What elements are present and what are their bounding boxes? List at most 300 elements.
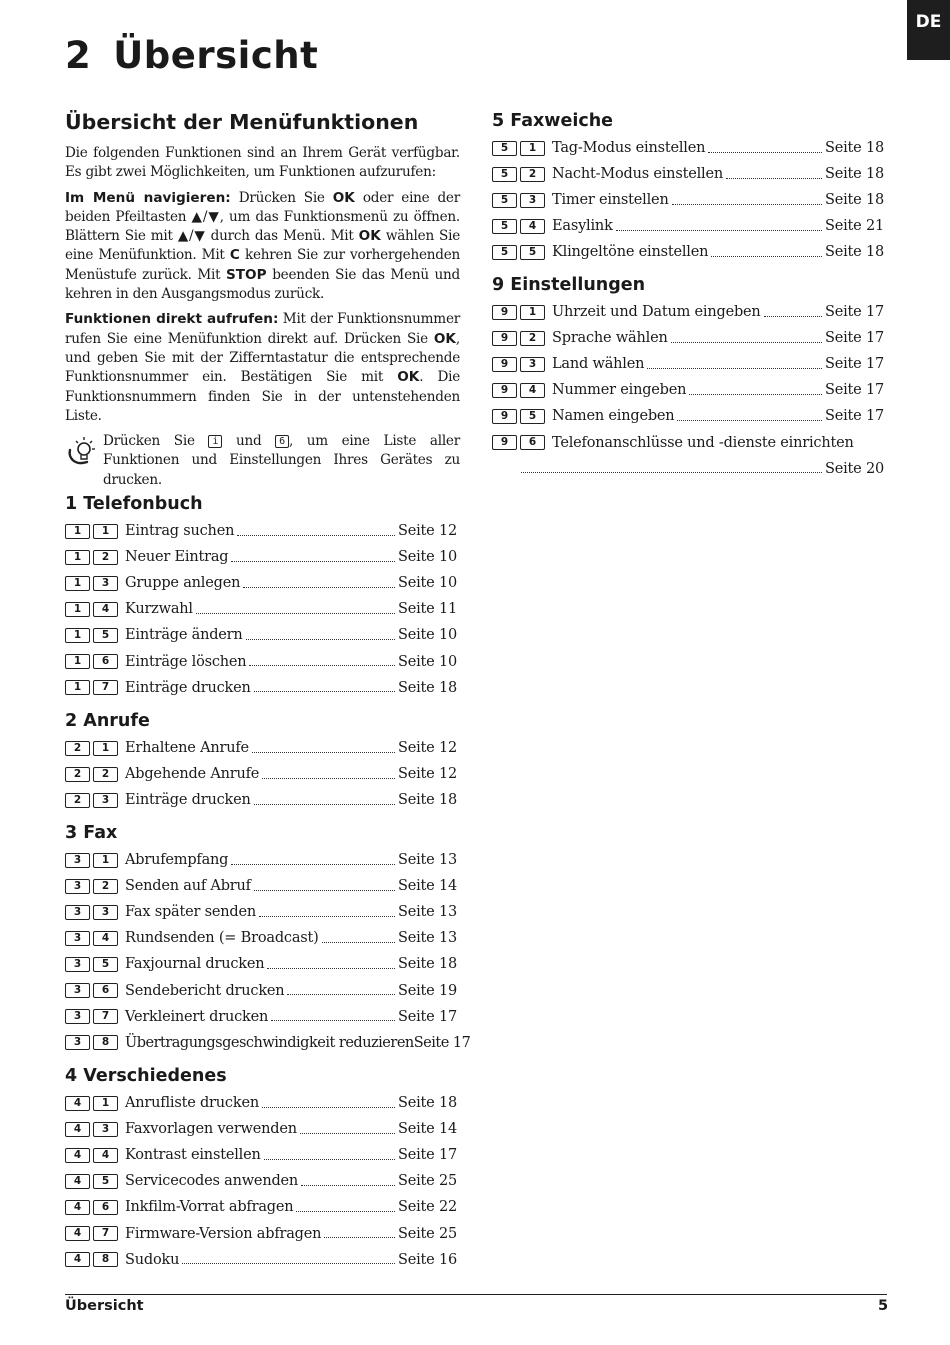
menu-entry-label: Easylink bbox=[552, 218, 613, 235]
direct-call-paragraph bbox=[65, 310, 460, 426]
text: oder eine der beiden Pfeiltasten ▲/▼, um das Funktionsmenü zu öffnen. Blättern Sie mit ▲/▼ durch das Menü. Mit bbox=[65, 189, 460, 245]
dot-leader bbox=[521, 472, 822, 473]
keypad-key: 4 bbox=[93, 931, 118, 946]
menu-entry bbox=[65, 622, 457, 648]
menu-entry bbox=[65, 675, 457, 701]
menu-entry-label: Uhrzeit und Datum eingeben bbox=[552, 304, 761, 321]
function-number-keys bbox=[65, 767, 125, 782]
menu-entry-page: Seite 17 bbox=[397, 1147, 457, 1164]
keypad-key: 1 bbox=[93, 853, 118, 868]
menu-entry-label: Servicecodes anwenden bbox=[125, 1173, 299, 1190]
menu-entry-label: Abrufempfang bbox=[125, 852, 229, 869]
keypad-key: 6 bbox=[93, 1200, 118, 1215]
dot-leader bbox=[252, 752, 395, 753]
function-number-keys bbox=[65, 602, 125, 617]
menu-entry-label: Sendebericht drucken bbox=[125, 982, 285, 999]
info-key: i bbox=[208, 435, 222, 448]
keypad-key: 2 bbox=[520, 167, 545, 182]
section-telefonbuch bbox=[65, 494, 457, 701]
function-number-keys bbox=[492, 193, 552, 208]
function-number-keys bbox=[65, 1096, 125, 1111]
keypad-key: 7 bbox=[93, 1226, 118, 1241]
function-number-keys bbox=[65, 879, 125, 894]
keypad-key: 1 bbox=[520, 141, 545, 156]
keypad-key: 3 bbox=[93, 576, 118, 591]
keypad-key: 6 bbox=[93, 654, 118, 669]
menu-entry-page: Seite 18 bbox=[824, 140, 884, 157]
keypad-key: 5 bbox=[492, 219, 517, 234]
menu-entry bbox=[65, 1247, 457, 1273]
ok-key-label: OK bbox=[433, 330, 456, 347]
keypad-key: 9 bbox=[492, 331, 517, 346]
menu-entry-page: Seite 10 bbox=[397, 627, 457, 644]
menu-entry-page: Seite 18 bbox=[397, 956, 457, 973]
menu-entry bbox=[492, 213, 884, 239]
menu-entry-page: Seite 25 bbox=[397, 1225, 457, 1242]
menu-entry bbox=[65, 1030, 471, 1056]
menu-section-title: 9 Einstellungen bbox=[492, 275, 646, 295]
keypad-key: 1 bbox=[93, 524, 118, 539]
dot-leader bbox=[287, 994, 395, 995]
ok-key-label: OK bbox=[358, 228, 381, 245]
dot-leader bbox=[231, 561, 395, 562]
dot-leader bbox=[246, 639, 395, 640]
menu-entry bbox=[65, 518, 457, 544]
menu-entry bbox=[65, 787, 457, 813]
dot-leader bbox=[267, 968, 395, 969]
menu-entry-label: Namen eingeben bbox=[552, 408, 675, 425]
keypad-key: 6 bbox=[520, 435, 545, 450]
menu-entry-page: Seite 18 bbox=[397, 679, 457, 696]
menu-entry bbox=[65, 648, 457, 674]
keypad-key: 5 bbox=[492, 167, 517, 182]
function-number-keys bbox=[65, 741, 125, 756]
menu-entry-label: Inkfilm-Vorrat abfragen bbox=[125, 1199, 294, 1216]
keypad-key: 8 bbox=[93, 1035, 118, 1050]
function-number-keys bbox=[65, 550, 125, 565]
menu-entry-page: Seite 10 bbox=[397, 549, 457, 566]
stop-key-label: STOP bbox=[225, 266, 267, 283]
menu-entry bbox=[65, 761, 457, 787]
text: . Die Funktionsnummern finden Sie in der untenstehenden Liste. bbox=[65, 369, 460, 424]
function-number-keys bbox=[65, 905, 125, 920]
dot-leader bbox=[259, 916, 395, 917]
keypad-key: 5 bbox=[520, 245, 545, 260]
menu-entry bbox=[65, 977, 457, 1003]
menu-entry-page: Seite 25 bbox=[397, 1173, 457, 1190]
dot-leader bbox=[647, 368, 822, 369]
menu-entry-label: Nacht-Modus einstellen bbox=[552, 166, 723, 183]
keypad-key: 4 bbox=[65, 1200, 90, 1215]
menu-entry-page: Seite 17 bbox=[413, 1034, 471, 1051]
menu-entry-label: Anrufliste drucken bbox=[125, 1095, 259, 1112]
section-anrufe bbox=[65, 711, 457, 813]
menu-entry-page: Seite 17 bbox=[824, 382, 884, 399]
keypad-key: 2 bbox=[65, 767, 90, 782]
menu-entry-label: Land wählen bbox=[552, 356, 645, 373]
keypad-key: 3 bbox=[65, 879, 90, 894]
menu-entry bbox=[65, 847, 457, 873]
keypad-key: 1 bbox=[65, 576, 90, 591]
menu-entry-page: Seite 11 bbox=[397, 601, 457, 618]
menu-entry-label: Sudoku bbox=[125, 1251, 180, 1268]
menu-entry-label: Verkleinert drucken bbox=[125, 1008, 269, 1025]
menu-entry bbox=[65, 1220, 457, 1246]
chapter-number: 2 bbox=[65, 34, 92, 77]
section-einstellungen bbox=[492, 275, 884, 482]
function-number-keys bbox=[492, 357, 552, 372]
menu-entry-page: Seite 17 bbox=[824, 304, 884, 321]
menu-entry-label: Klingeltöne einstellen bbox=[552, 244, 709, 261]
menu-entry-page: Seite 12 bbox=[397, 523, 457, 540]
menu-entry bbox=[65, 1116, 457, 1142]
text: Mit der Funktionsnummer rufen Sie eine Menüfunktion direkt auf. Drücken Sie bbox=[65, 311, 460, 347]
keypad-key: 2 bbox=[93, 550, 118, 565]
menu-entry-page: Seite 19 bbox=[397, 982, 457, 999]
dot-leader bbox=[616, 230, 822, 231]
function-number-keys bbox=[65, 793, 125, 808]
keypad-key: 3 bbox=[93, 793, 118, 808]
keypad-key: 9 bbox=[492, 357, 517, 372]
menu-entry bbox=[492, 187, 884, 213]
keypad-key: 4 bbox=[93, 1148, 118, 1163]
keypad-key: 4 bbox=[65, 1148, 90, 1163]
menu-entry bbox=[492, 429, 884, 455]
keypad-key: 1 bbox=[520, 305, 545, 320]
menu-entry-page: Seite 18 bbox=[397, 792, 457, 809]
keypad-key: 4 bbox=[520, 219, 545, 234]
menu-entry bbox=[492, 325, 884, 351]
keypad-key: 3 bbox=[65, 957, 90, 972]
menu-section-title: 3 Fax bbox=[65, 823, 118, 843]
menu-entry-label: Rundsenden (= Broadcast) bbox=[125, 930, 319, 947]
menu-entry-page: Seite 10 bbox=[397, 653, 457, 670]
menu-entry-label: Einträge löschen bbox=[125, 653, 247, 670]
keypad-key: 2 bbox=[520, 331, 545, 346]
function-number-keys bbox=[492, 219, 552, 234]
menu-entry bbox=[492, 135, 884, 161]
footer-rule bbox=[65, 1294, 887, 1295]
menu-entry-continuation bbox=[492, 456, 884, 482]
keypad-key: 3 bbox=[520, 357, 545, 372]
function-number-keys bbox=[65, 680, 125, 695]
text: Drücken Sie bbox=[230, 189, 333, 206]
menu-entry-label: Eintrag suchen bbox=[125, 523, 235, 540]
function-number-keys bbox=[65, 1122, 125, 1137]
menu-entry-label: Senden auf Abruf bbox=[125, 878, 251, 895]
function-number-keys bbox=[492, 141, 552, 156]
dot-leader bbox=[324, 1237, 395, 1238]
function-number-keys bbox=[65, 931, 125, 946]
dot-leader bbox=[264, 1159, 395, 1160]
function-number-keys bbox=[65, 1200, 125, 1215]
ok-key-label: OK bbox=[332, 189, 355, 206]
navigate-paragraph bbox=[65, 189, 460, 305]
keypad-key: 3 bbox=[65, 983, 90, 998]
keypad-key: 1 bbox=[93, 741, 118, 756]
keypad-key: 1 bbox=[65, 524, 90, 539]
six-key: 6 bbox=[275, 435, 289, 448]
keypad-key: 3 bbox=[65, 905, 90, 920]
keypad-key: 9 bbox=[492, 409, 517, 424]
menu-entry-page: Seite 10 bbox=[397, 575, 457, 592]
keypad-key: 1 bbox=[65, 680, 90, 695]
keypad-key: 2 bbox=[65, 741, 90, 756]
text: wählen Sie eine Menüfunktion. Mit bbox=[65, 228, 460, 264]
menu-section-title: 1 Telefonbuch bbox=[65, 494, 203, 514]
menu-entry-page: Seite 13 bbox=[397, 852, 457, 869]
function-number-keys bbox=[492, 409, 552, 424]
dot-leader bbox=[254, 691, 395, 692]
keypad-key: 5 bbox=[492, 245, 517, 260]
keypad-key: 4 bbox=[65, 1252, 90, 1267]
keypad-key: 4 bbox=[520, 383, 545, 398]
function-number-keys bbox=[65, 524, 125, 539]
keypad-key: 1 bbox=[65, 628, 90, 643]
menu-entry-page: Seite 16 bbox=[397, 1251, 457, 1268]
keypad-key: 9 bbox=[492, 305, 517, 320]
navigate-lead: Im Menü navigieren: bbox=[65, 189, 231, 206]
dot-leader bbox=[231, 864, 395, 865]
dot-leader bbox=[243, 587, 395, 588]
dot-leader bbox=[672, 204, 822, 205]
menu-entry-label: Einträge drucken bbox=[125, 792, 251, 809]
dot-leader bbox=[322, 942, 395, 943]
menu-entry-label: Neuer Eintrag bbox=[125, 549, 229, 566]
menu-entry-page: Seite 18 bbox=[397, 1095, 457, 1112]
menu-entry-page: Seite 22 bbox=[397, 1199, 457, 1216]
function-number-keys bbox=[65, 1226, 125, 1241]
keypad-key: 3 bbox=[65, 853, 90, 868]
text: kehren Sie zur vorhergehenden Menüstufe zurück. Mit bbox=[65, 247, 460, 283]
dot-leader bbox=[262, 1107, 395, 1108]
menu-entry bbox=[492, 403, 884, 429]
keypad-key: 7 bbox=[93, 1009, 118, 1024]
section-heading: Übersicht der Menüfunktionen bbox=[65, 110, 419, 134]
chapter-title bbox=[65, 34, 318, 77]
menu-entry-page: Seite 17 bbox=[824, 356, 884, 373]
keypad-key: 6 bbox=[93, 983, 118, 998]
keypad-key: 5 bbox=[93, 628, 118, 643]
dot-leader bbox=[764, 316, 822, 317]
menu-entry-label: Telefonanschlüsse und -dienste einrichten bbox=[552, 434, 854, 451]
function-number-keys bbox=[65, 983, 125, 998]
keypad-key: 1 bbox=[65, 550, 90, 565]
menu-entry-label: Gruppe anlegen bbox=[125, 575, 241, 592]
keypad-key: 2 bbox=[93, 879, 118, 894]
dot-leader bbox=[262, 778, 395, 779]
menu-section-title: 4 Verschiedenes bbox=[65, 1066, 227, 1086]
menu-entry bbox=[65, 1142, 457, 1168]
menu-entry bbox=[65, 873, 457, 899]
function-number-keys bbox=[65, 1148, 125, 1163]
menu-entry-label: Firmware-Version abfragen bbox=[125, 1225, 322, 1242]
function-number-keys bbox=[65, 1035, 125, 1050]
keypad-key: 4 bbox=[65, 1226, 90, 1241]
menu-entry-page: Seite 13 bbox=[397, 930, 457, 947]
keypad-key: 1 bbox=[65, 602, 90, 617]
menu-entry bbox=[65, 925, 457, 951]
menu-entry bbox=[65, 544, 457, 570]
keypad-key: 4 bbox=[93, 602, 118, 617]
keypad-key: 5 bbox=[93, 957, 118, 972]
keypad-key: 5 bbox=[492, 193, 517, 208]
menu-entry bbox=[65, 899, 457, 925]
menu-entry bbox=[492, 377, 884, 403]
menu-entry-page: Seite 18 bbox=[824, 192, 884, 209]
keypad-key: 8 bbox=[93, 1252, 118, 1267]
function-number-keys bbox=[492, 305, 552, 320]
intro-block bbox=[65, 110, 460, 490]
menu-entry-page: Seite 18 bbox=[824, 244, 884, 261]
menu-entry-page: Seite 14 bbox=[397, 878, 457, 895]
menu-entry-label: Abgehende Anrufe bbox=[125, 766, 260, 783]
menu-entry-label: Nummer eingeben bbox=[552, 382, 687, 399]
menu-entry-label: Faxvorlagen verwenden bbox=[125, 1121, 297, 1138]
menu-entry-page: Seite 13 bbox=[397, 904, 457, 921]
menu-section-title: 2 Anrufe bbox=[65, 711, 150, 731]
menu-entry-label: Kontrast einstellen bbox=[125, 1147, 261, 1164]
keypad-key: 4 bbox=[65, 1174, 90, 1189]
keypad-key: 9 bbox=[492, 435, 517, 450]
text: Drücken Sie bbox=[103, 433, 209, 450]
menu-entry-label: Übertragungsgeschwindigkeit reduzieren bbox=[125, 1034, 414, 1051]
keypad-key: 3 bbox=[65, 1035, 90, 1050]
keypad-key: 9 bbox=[492, 383, 517, 398]
tip-text bbox=[103, 432, 460, 490]
page-number: 5 bbox=[878, 1298, 889, 1314]
dot-leader bbox=[671, 342, 822, 343]
text: , um eine Liste aller Funktionen und Einstellungen Ihres Gerätes zu drucken. bbox=[103, 433, 460, 488]
intro-paragraph: Die folgenden Funktionen sind an Ihrem Gerät verfügbar. Es gibt zwei Möglichkeiten, um Funktionen aufzurufen: bbox=[65, 145, 460, 181]
text: , und geben Sie mit der Zifferntastatur die entsprechende Funktionsnummer ein. Bestätigen Sie mit bbox=[65, 330, 460, 386]
dot-leader bbox=[300, 1133, 395, 1134]
keypad-key: 3 bbox=[93, 1122, 118, 1137]
function-number-keys bbox=[65, 1174, 125, 1189]
keypad-key: 3 bbox=[65, 1009, 90, 1024]
function-number-keys bbox=[65, 654, 125, 669]
function-number-keys bbox=[65, 1252, 125, 1267]
function-number-keys bbox=[492, 383, 552, 398]
keypad-key: 1 bbox=[93, 1096, 118, 1111]
keypad-key: 3 bbox=[65, 931, 90, 946]
menu-entry bbox=[65, 1168, 457, 1194]
text: und bbox=[222, 433, 276, 450]
menu-entry-label: Faxjournal drucken bbox=[125, 956, 265, 973]
menu-entry-label: Kurzwahl bbox=[125, 601, 193, 618]
function-number-keys bbox=[492, 435, 552, 450]
dot-leader bbox=[296, 1211, 395, 1212]
function-number-keys bbox=[65, 853, 125, 868]
dot-leader bbox=[271, 1020, 395, 1021]
dot-leader bbox=[249, 665, 395, 666]
function-number-keys bbox=[492, 167, 552, 182]
keypad-key: 4 bbox=[65, 1122, 90, 1137]
menu-entry bbox=[65, 951, 457, 977]
function-number-keys bbox=[492, 245, 552, 260]
menu-entry-label: Timer einstellen bbox=[552, 192, 669, 209]
function-number-keys bbox=[492, 331, 552, 346]
keypad-key: 3 bbox=[520, 193, 545, 208]
menu-entry-label: Tag-Modus einstellen bbox=[552, 140, 706, 157]
function-number-keys bbox=[65, 576, 125, 591]
tip-note bbox=[65, 432, 460, 490]
menu-entry-label: Einträge ändern bbox=[125, 627, 243, 644]
menu-entry bbox=[492, 161, 884, 187]
section-fax bbox=[65, 823, 471, 1056]
function-number-keys bbox=[65, 957, 125, 972]
menu-entry-page: Seite 17 bbox=[824, 408, 884, 425]
lightbulb-tip-icon bbox=[65, 432, 99, 468]
menu-entry bbox=[65, 1004, 457, 1030]
menu-entry-page: Seite 21 bbox=[824, 218, 884, 235]
menu-entry-page: Seite 14 bbox=[397, 1121, 457, 1138]
dot-leader bbox=[689, 394, 822, 395]
dot-leader bbox=[726, 178, 822, 179]
section-faxweiche bbox=[492, 111, 884, 265]
c-key-label: C bbox=[229, 247, 240, 264]
language-tab: DE bbox=[907, 0, 950, 60]
dot-leader bbox=[708, 152, 822, 153]
menu-entry bbox=[65, 570, 457, 596]
menu-section-title: 5 Faxweiche bbox=[492, 111, 614, 131]
keypad-key: 4 bbox=[65, 1096, 90, 1111]
menu-entry bbox=[65, 596, 457, 622]
menu-entry bbox=[65, 1090, 457, 1116]
keypad-key: 5 bbox=[520, 409, 545, 424]
menu-entry bbox=[65, 1194, 457, 1220]
keypad-key: 2 bbox=[93, 767, 118, 782]
dot-leader bbox=[254, 890, 395, 891]
chapter-title-text: Übersicht bbox=[113, 34, 319, 77]
menu-entry bbox=[492, 351, 884, 377]
menu-entry bbox=[492, 239, 884, 265]
menu-entry bbox=[65, 735, 457, 761]
menu-entry-label: Sprache wählen bbox=[552, 330, 668, 347]
footer-title: Übersicht bbox=[65, 1298, 144, 1314]
menu-entry-label: Fax später senden bbox=[125, 904, 256, 921]
section-verschiedenes bbox=[65, 1066, 457, 1273]
menu-entry-label: Einträge drucken bbox=[125, 679, 251, 696]
menu-entry-page: Seite 12 bbox=[397, 740, 457, 757]
dot-leader bbox=[254, 804, 395, 805]
direct-call-lead: Funktionen direkt aufrufen: bbox=[65, 311, 279, 328]
function-number-keys bbox=[65, 1009, 125, 1024]
menu-entry-page: Seite 12 bbox=[397, 766, 457, 783]
keypad-key: 2 bbox=[65, 793, 90, 808]
menu-entry-page: Seite 17 bbox=[824, 330, 884, 347]
ok-key-label: OK bbox=[397, 369, 420, 386]
menu-entry-label: Erhaltene Anrufe bbox=[125, 740, 249, 757]
menu-entry-page: Seite 18 bbox=[824, 166, 884, 183]
dot-leader bbox=[196, 613, 395, 614]
dot-leader bbox=[182, 1263, 395, 1264]
function-number-keys bbox=[65, 628, 125, 643]
menu-entry-page: Seite 17 bbox=[397, 1008, 457, 1025]
dot-leader bbox=[711, 256, 822, 257]
menu-entry bbox=[492, 299, 884, 325]
text: beenden Sie das Menü und kehren in den Ausgangsmodus zurück. bbox=[65, 266, 460, 303]
keypad-key: 3 bbox=[93, 905, 118, 920]
keypad-key: 5 bbox=[492, 141, 517, 156]
dot-leader bbox=[677, 420, 822, 421]
keypad-key: 5 bbox=[93, 1174, 118, 1189]
dot-leader bbox=[301, 1185, 395, 1186]
dot-leader bbox=[237, 535, 395, 536]
keypad-key: 1 bbox=[65, 654, 90, 669]
keypad-key: 7 bbox=[93, 680, 118, 695]
menu-entry-page: Seite 20 bbox=[824, 460, 884, 477]
